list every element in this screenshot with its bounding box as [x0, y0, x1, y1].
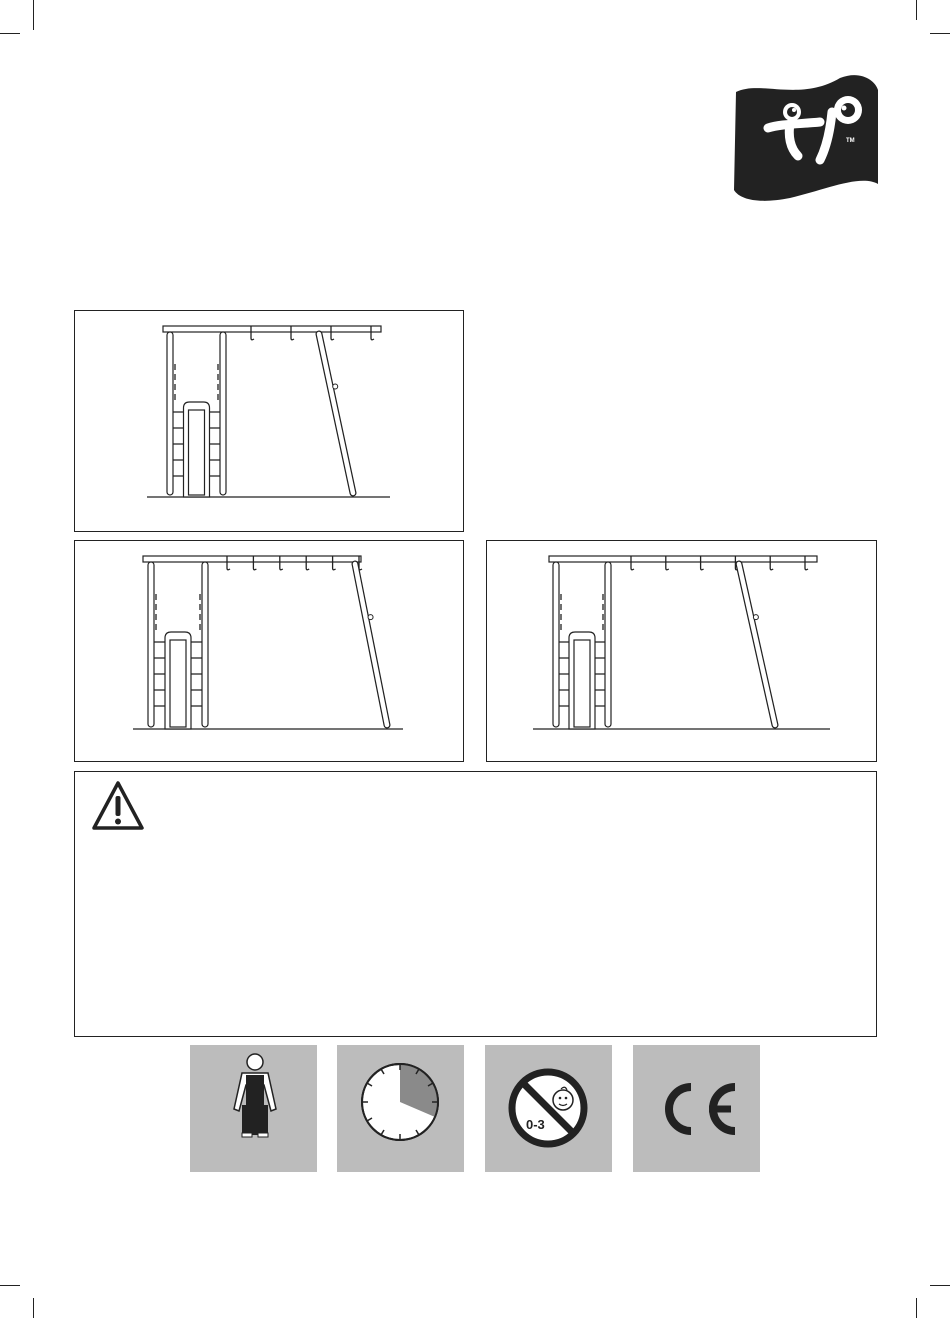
tower-post	[202, 562, 208, 727]
ce-mark-icon	[633, 1045, 760, 1172]
tower-post	[553, 562, 559, 727]
symbol-adult-assembly	[190, 1045, 317, 1172]
swing-frame-drawing	[75, 311, 465, 533]
tower-post	[148, 562, 154, 727]
symbol-ce-mark	[633, 1045, 760, 1172]
not-suitable-0-3-icon	[485, 1045, 612, 1172]
tower-post	[605, 562, 611, 727]
tower-post	[220, 332, 226, 495]
slide-bed	[574, 640, 590, 727]
slide-bed	[189, 410, 205, 495]
warning-panel	[74, 771, 877, 1037]
slide-bed	[170, 640, 186, 727]
top-beam	[163, 326, 381, 332]
crop-mark-tr-v	[916, 0, 917, 20]
age-label: 0-3	[526, 1117, 545, 1132]
warning-triangle-icon	[91, 778, 151, 838]
assembly-time-clock-icon	[337, 1045, 464, 1172]
leg-bolt	[753, 615, 758, 620]
a-frame-leg-fill	[355, 564, 387, 725]
swing-frame-drawing	[487, 541, 878, 763]
crop-mark-tr-h	[930, 33, 950, 34]
crop-mark-bl-h	[0, 1285, 20, 1286]
symbol-assembly-time	[337, 1045, 464, 1172]
logo-trademark: TM	[846, 138, 855, 144]
crop-mark-tl-v	[33, 0, 34, 30]
swing-frame-panel-3	[486, 540, 877, 762]
leg-bolt	[368, 615, 373, 620]
tower-post	[167, 332, 173, 495]
tp-logo	[730, 72, 880, 204]
symbol-not-suitable-0-3	[485, 1045, 612, 1172]
crop-mark-br-v	[916, 1298, 917, 1318]
swing-frame-panel-2	[74, 540, 464, 762]
swing-frame-drawing	[75, 541, 465, 763]
adult-assembly-icon	[190, 1045, 317, 1172]
crop-mark-tl-h	[0, 33, 20, 34]
crop-mark-br-h	[930, 1285, 950, 1286]
swing-frame-panel-1	[74, 310, 464, 532]
top-beam	[143, 556, 361, 562]
a-frame-leg-fill	[739, 564, 775, 725]
leg-bolt	[333, 384, 338, 389]
a-frame-leg-fill	[319, 334, 353, 493]
top-beam	[549, 556, 817, 562]
crop-mark-bl-v	[33, 1298, 34, 1318]
